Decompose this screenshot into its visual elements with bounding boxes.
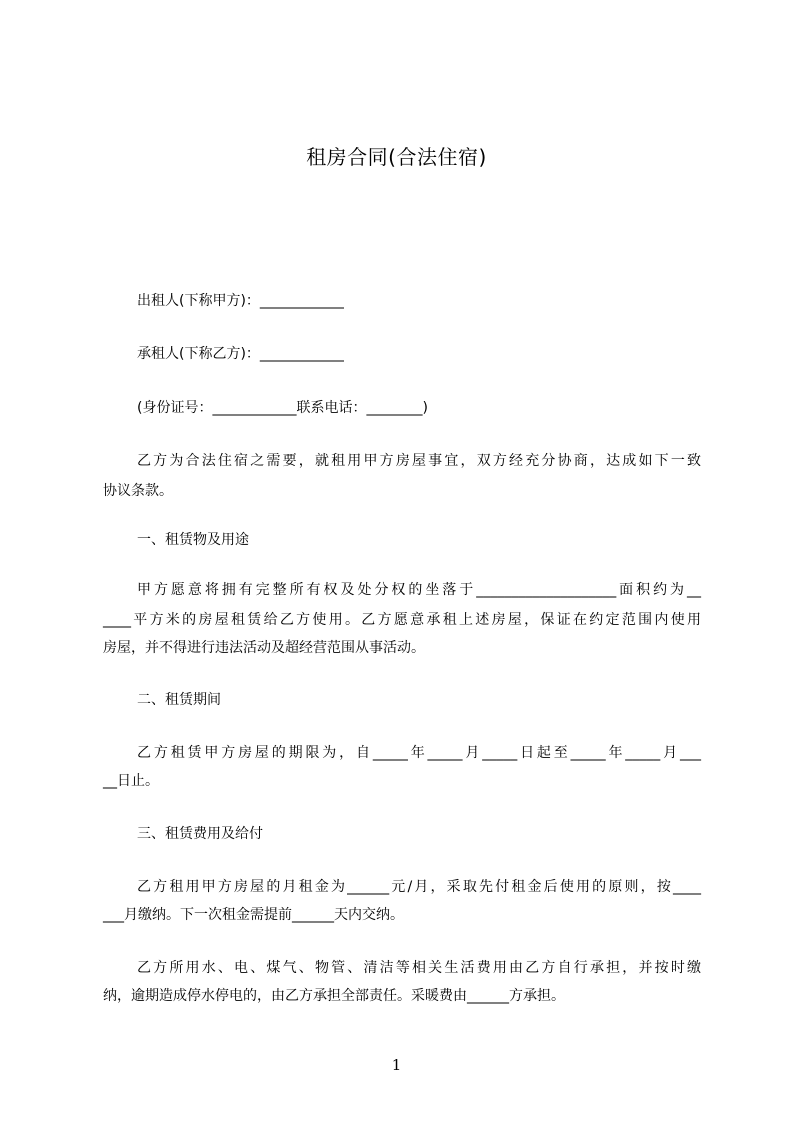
section-2-line-2: __日止。	[103, 773, 159, 789]
id-phone-line: (身份证号：____________联系电话：________)	[137, 400, 428, 416]
lessor-line: 出租人(下称甲方)：____________	[137, 293, 344, 309]
section-3-utility-line-2: 纳，逾期造成停水停电的，由乙方承担全部责任。采暖费由______方承担。	[103, 988, 565, 1004]
section-3-heading: 三、租赁费用及给付	[137, 826, 263, 842]
intro-line-2: 协议条款。	[103, 483, 173, 499]
section-2-line-1: 乙方租赁甲方房屋的期限为，自_____年_____月_____日起至_____年_____月___	[137, 745, 701, 761]
intro-line-1: 乙方为合法住宿之需要，就租用甲方房屋事宜，双方经充分协商，达成如下一致	[137, 453, 701, 469]
section-3-utility-line-1: 乙方所用水、电、煤气、物管、清洁等相关生活费用由乙方自行承担，并按时缴	[137, 960, 701, 976]
section-3-rent-line-2: ___月缴纳。下一次租金需提前______天内交纳。	[103, 907, 404, 923]
document-title: 租房合同(合法住宿)	[306, 145, 487, 169]
section-3-rent-line-1: 乙方租用甲方房屋的月租金为______元/月，采取先付租金后使用的原则，按____	[137, 879, 701, 895]
section-1-line-3: 房屋，并不得进行违法活动及超经营范围从事活动。	[103, 640, 425, 656]
section-1-line-2: ____平方米的房屋租赁给乙方使用。乙方愿意承租上述房屋，保证在约定范围内使用	[103, 612, 701, 628]
section-2-heading: 二、租赁期间	[137, 692, 221, 708]
lessee-line: 承租人(下称乙方)：____________	[137, 346, 344, 362]
section-1-heading: 一、租赁物及用途	[137, 532, 249, 548]
section-1-line-1: 甲方愿意将拥有完整所有权及处分权的坐落于____________________面积约为__	[137, 582, 701, 598]
page-number: 1	[391, 1056, 402, 1074]
